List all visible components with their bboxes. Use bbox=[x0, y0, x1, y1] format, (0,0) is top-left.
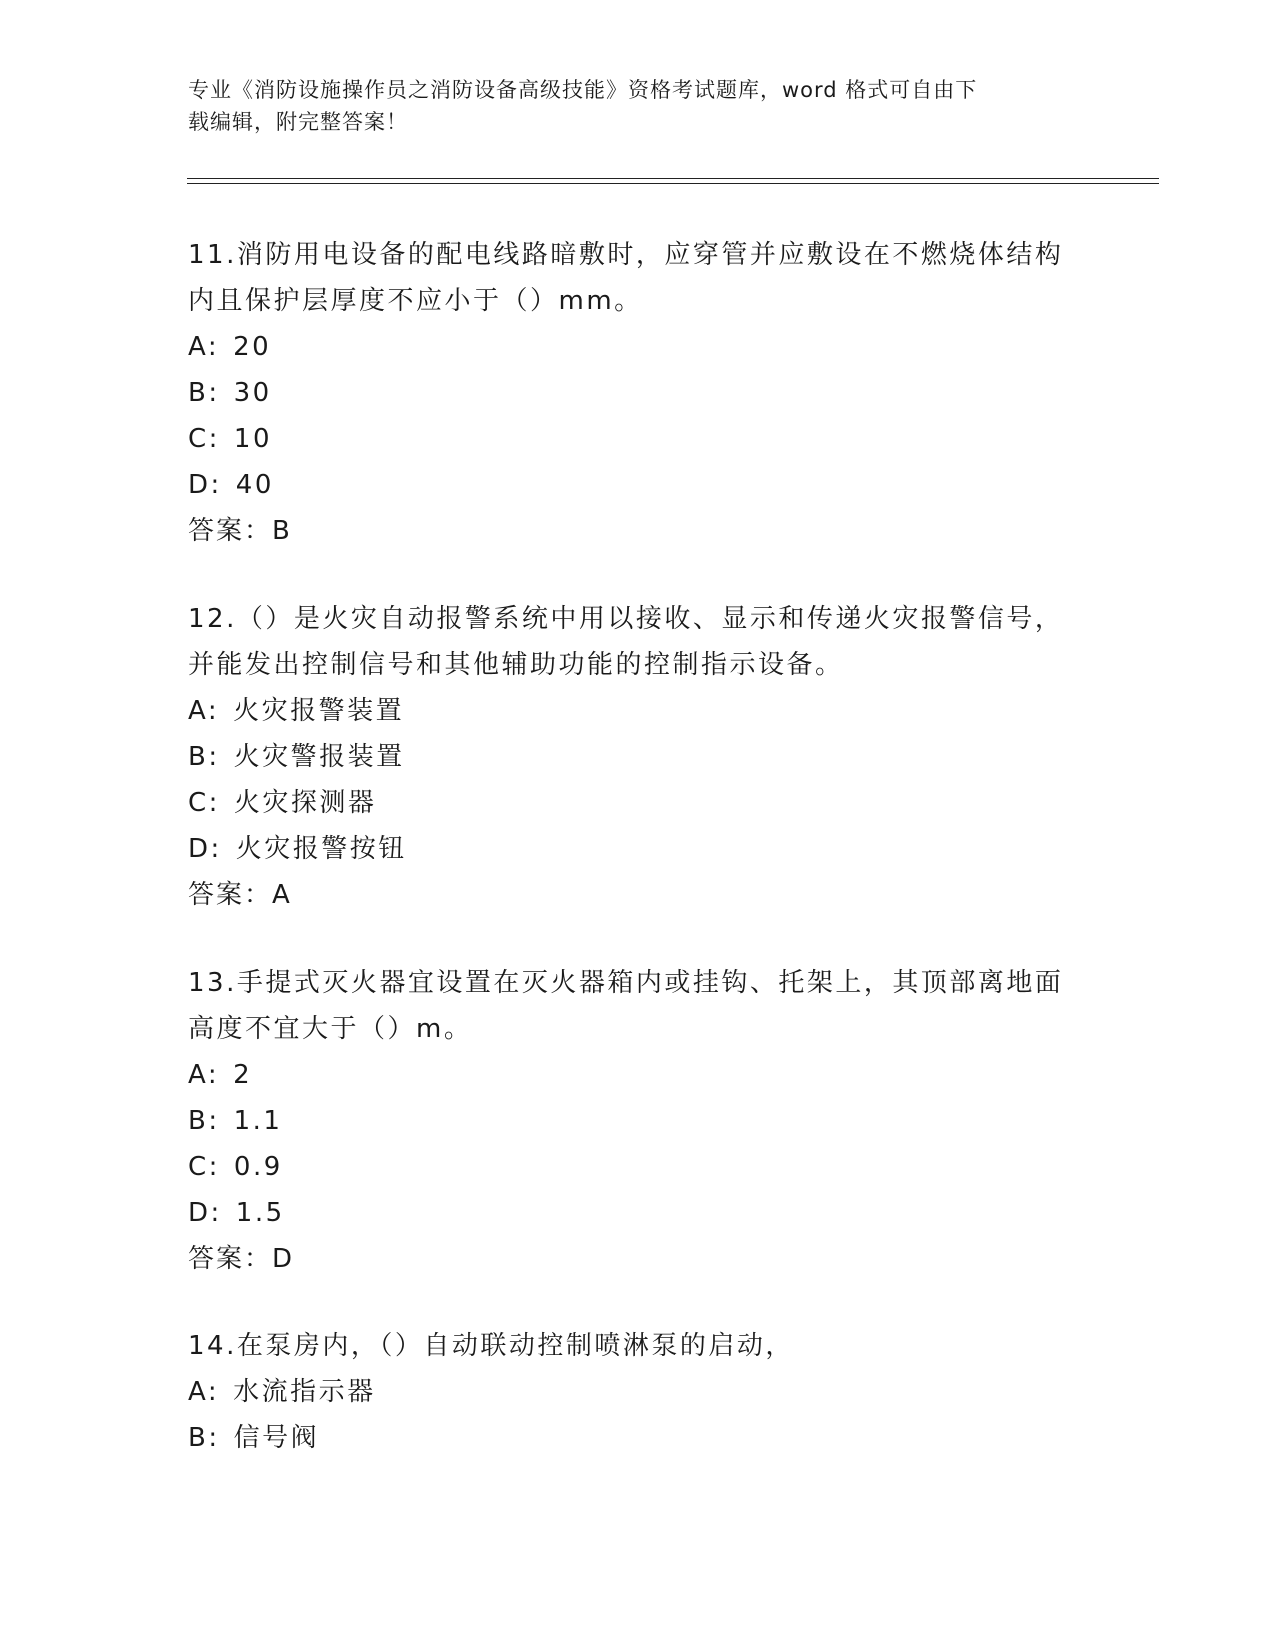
option-text: 30 bbox=[233, 378, 272, 408]
answer-label: 答案： bbox=[188, 516, 273, 546]
question-stem-continued: 高度不宜大于（）m。 bbox=[188, 1014, 473, 1044]
question-stem-continued: 内且保护层厚度不应小于（）mm。 bbox=[188, 286, 643, 316]
option-key: A: bbox=[188, 1377, 220, 1407]
question-stem: 12.（）是火灾自动报警系统中用以接收、显示和传递火灾报警信号， bbox=[188, 604, 1064, 634]
answer-value: B bbox=[272, 516, 291, 546]
option-d bbox=[188, 1190, 1088, 1236]
option-text: 火灾警报装置 bbox=[233, 742, 405, 772]
option-c bbox=[188, 416, 1088, 462]
option-text: 火灾探测器 bbox=[233, 788, 377, 818]
answer-line bbox=[188, 1236, 1088, 1282]
header-divider-bottom bbox=[187, 183, 1159, 184]
answer-label: 答案： bbox=[188, 1244, 273, 1274]
option-text: 20 bbox=[233, 332, 272, 362]
option-d bbox=[188, 826, 1088, 872]
option-key: B: bbox=[188, 1423, 220, 1453]
option-key: C: bbox=[188, 788, 220, 818]
option-text: 火灾报警按钮 bbox=[235, 834, 407, 864]
option-key: A: bbox=[188, 332, 220, 362]
option-text: 2 bbox=[233, 1060, 253, 1090]
answer-value: D bbox=[272, 1244, 294, 1274]
option-b bbox=[188, 1415, 1088, 1461]
option-key: B: bbox=[188, 742, 220, 772]
answer-label: 答案： bbox=[188, 880, 273, 910]
option-a bbox=[188, 1369, 1088, 1415]
question-stem: 11.消防用电设备的配电线路暗敷时，应穿管并应敷设在不燃烧体结构 bbox=[188, 240, 1064, 270]
option-a bbox=[188, 688, 1088, 734]
option-b bbox=[188, 1098, 1088, 1144]
header-line-2: 载编辑，附完整答案！ bbox=[188, 110, 408, 134]
option-text: 1.1 bbox=[233, 1106, 283, 1136]
option-d bbox=[188, 462, 1088, 508]
answer-line bbox=[188, 508, 1088, 554]
option-text: 火灾报警装置 bbox=[233, 696, 405, 726]
option-text: 1.5 bbox=[235, 1198, 285, 1228]
question-11 bbox=[188, 232, 1088, 554]
option-text: 10 bbox=[233, 424, 273, 454]
option-key: D: bbox=[188, 1198, 222, 1228]
option-key: B: bbox=[188, 1106, 220, 1136]
question-stem-continued: 并能发出控制信号和其他辅助功能的控制指示设备。 bbox=[188, 650, 844, 680]
question-stem: 14.在泵房内，（）自动联动控制喷淋泵的启动， bbox=[188, 1331, 794, 1361]
header-line-1: 专业《消防设施操作员之消防设备高级技能》资格考试题库，word 格式可自由下 bbox=[188, 78, 978, 102]
option-b bbox=[188, 370, 1088, 416]
question-13 bbox=[188, 960, 1088, 1282]
option-key: D: bbox=[188, 834, 222, 864]
question-12 bbox=[188, 596, 1088, 918]
option-text: 0.9 bbox=[233, 1152, 283, 1182]
question-stem: 13.手提式灭火器宜设置在灭火器箱内或挂钩、托架上，其顶部离地面 bbox=[188, 968, 1064, 998]
option-a bbox=[188, 1052, 1088, 1098]
question-14 bbox=[188, 1323, 1088, 1461]
option-key: C: bbox=[188, 424, 220, 454]
option-text: 水流指示器 bbox=[233, 1377, 376, 1407]
answer-value: A bbox=[272, 880, 291, 910]
header-divider-top bbox=[187, 178, 1159, 179]
option-c bbox=[188, 1144, 1088, 1190]
option-text: 40 bbox=[235, 470, 274, 500]
option-text: 信号阀 bbox=[233, 1423, 320, 1453]
document-header bbox=[188, 74, 1068, 138]
option-a bbox=[188, 324, 1088, 370]
answer-line bbox=[188, 872, 1088, 918]
option-b bbox=[188, 734, 1088, 780]
option-key: B: bbox=[188, 378, 220, 408]
option-key: D: bbox=[188, 470, 222, 500]
option-key: A: bbox=[188, 1060, 220, 1090]
option-c bbox=[188, 780, 1088, 826]
option-key: A: bbox=[188, 696, 220, 726]
option-key: C: bbox=[188, 1152, 220, 1182]
